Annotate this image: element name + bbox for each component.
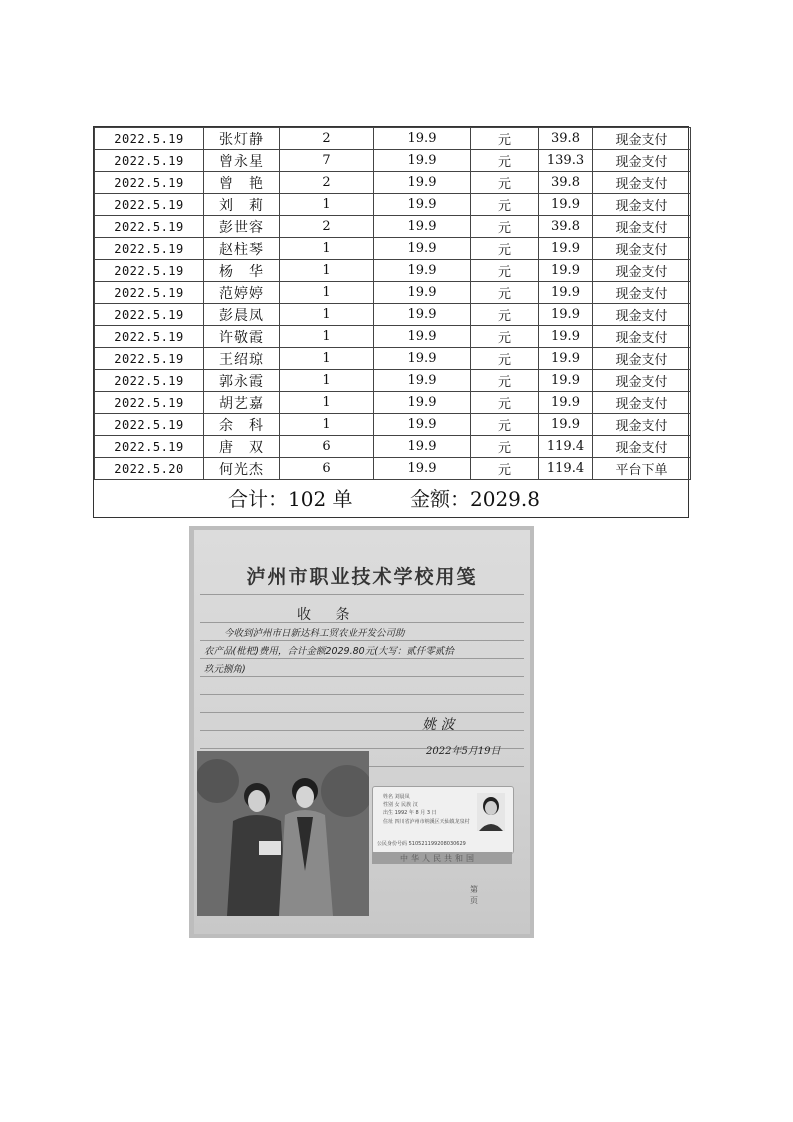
cell-unit: 元 [471,458,539,480]
cell-payment: 现金支付 [593,282,691,304]
cell-name: 曾永星 [204,150,280,172]
id-portrait-icon [477,793,505,831]
cell-name: 许敬霞 [204,326,280,348]
cell-unit: 元 [471,128,539,150]
photo-two-women [197,751,369,916]
cell-name: 唐 双 [204,436,280,458]
cell-payment: 现金支付 [593,238,691,260]
cell-unit: 元 [471,392,539,414]
cell-price: 19.9 [374,370,471,392]
cell-price: 19.9 [374,458,471,480]
cell-name: 刘 莉 [204,194,280,216]
table-row [95,370,691,392]
cell-qty: 1 [280,194,374,216]
cell-payment: 现金支付 [593,326,691,348]
receipt-photocopy [189,526,534,938]
cell-amount: 19.9 [539,282,593,304]
table-row [95,172,691,194]
id-card-sex: 性别 女 民族 汉 [383,802,418,808]
cell-amount: 19.9 [539,326,593,348]
cell-unit: 元 [471,304,539,326]
cell-qty: 1 [280,414,374,436]
cell-payment: 平台下单 [593,458,691,480]
cell-qty: 7 [280,150,374,172]
cell-price: 19.9 [374,216,471,238]
cell-unit: 元 [471,216,539,238]
cell-payment: 现金支付 [593,172,691,194]
table-row [95,238,691,260]
cell-payment: 现金支付 [593,304,691,326]
receipt-signature: 姚 波 [422,717,455,733]
cell-price: 19.9 [374,414,471,436]
cell-name: 曾 艳 [204,172,280,194]
sales-ledger-table [93,126,689,518]
cell-unit: 元 [471,260,539,282]
cell-unit: 元 [471,150,539,172]
cell-payment: 现金支付 [593,392,691,414]
table-row [95,194,691,216]
table-row [95,260,691,282]
receipt-title: 收 条 [297,607,360,623]
cell-date: 2022.5.19 [95,370,204,392]
cell-unit: 元 [471,172,539,194]
cell-price: 19.9 [374,128,471,150]
cell-amount: 19.9 [539,194,593,216]
id-card-band-text: 中华人民共和国 [400,854,477,863]
cell-price: 19.9 [374,172,471,194]
cell-name: 胡艺嘉 [204,392,280,414]
cell-date: 2022.5.19 [95,216,204,238]
cell-unit: 元 [471,194,539,216]
id-card-number: 公民身份号码 510521199208030629 [377,841,466,847]
cell-date: 2022.5.19 [95,326,204,348]
cell-qty: 1 [280,370,374,392]
cell-price: 19.9 [374,304,471,326]
table-row [95,348,691,370]
cell-unit: 元 [471,326,539,348]
total-orders: 合计：102 单 [228,487,353,511]
table-row [95,128,691,150]
cell-payment: 现金支付 [593,128,691,150]
receipt-body-line-2: 农产品(枇杷)费用，合计金额2029.80元(大写：贰仟零贰拾 [204,646,454,657]
table-row [95,216,691,238]
cell-unit: 元 [471,436,539,458]
cell-qty: 2 [280,128,374,150]
cell-price: 19.9 [374,194,471,216]
table-row [95,304,691,326]
cell-date: 2022.5.19 [95,436,204,458]
cell-unit: 元 [471,282,539,304]
cell-amount: 19.9 [539,348,593,370]
cell-date: 2022.5.19 [95,260,204,282]
receipt-body-line-3: 玖元捌角) [204,664,246,675]
cell-qty: 2 [280,172,374,194]
cell-amount: 39.8 [539,172,593,194]
id-card-name: 姓名 刘晨凤 [383,794,410,800]
cell-payment: 现金支付 [593,348,691,370]
cell-qty: 1 [280,238,374,260]
id-card-birth: 出生 1992 年 8 月 3 日 [383,810,437,816]
cell-date: 2022.5.19 [95,414,204,436]
cell-name: 彭世容 [204,216,280,238]
table-row [95,282,691,304]
cell-unit: 元 [471,370,539,392]
cell-qty: 1 [280,260,374,282]
cell-price: 19.9 [374,392,471,414]
cell-price: 19.9 [374,282,471,304]
cell-amount: 19.9 [539,304,593,326]
cell-amount: 139.3 [539,150,593,172]
table-row [95,414,691,436]
cell-amount: 19.9 [539,260,593,282]
cell-amount: 119.4 [539,436,593,458]
cell-amount: 39.8 [539,128,593,150]
cell-amount: 19.9 [539,414,593,436]
cell-name: 何光杰 [204,458,280,480]
cell-date: 2022.5.19 [95,128,204,150]
cell-name: 彭晨凤 [204,304,280,326]
cell-price: 19.9 [374,150,471,172]
table-row [95,392,691,414]
page-mark: 第 页 [470,885,492,905]
cell-amount: 19.9 [539,238,593,260]
cell-payment: 现金支付 [593,150,691,172]
cell-date: 2022.5.19 [95,194,204,216]
cell-date: 2022.5.19 [95,304,204,326]
receipt-body-line-1: 今收到泸州市日新达科工贸农业开发公司助 [224,628,405,639]
cell-qty: 1 [280,348,374,370]
id-card-copy [372,786,514,854]
cell-date: 2022.5.19 [95,282,204,304]
cell-price: 19.9 [374,348,471,370]
cell-qty: 6 [280,436,374,458]
table-row [95,436,691,458]
cell-date: 2022.5.19 [95,348,204,370]
table-row [95,326,691,348]
cell-unit: 元 [471,414,539,436]
cell-name: 王绍琼 [204,348,280,370]
cell-name: 张灯静 [204,128,280,150]
letterhead-paper [194,530,530,934]
cell-payment: 现金支付 [593,370,691,392]
cell-payment: 现金支付 [593,216,691,238]
cell-name: 赵柱琴 [204,238,280,260]
cell-amount: 19.9 [539,392,593,414]
cell-price: 19.9 [374,238,471,260]
cell-qty: 2 [280,216,374,238]
cell-price: 19.9 [374,326,471,348]
cell-date: 2022.5.19 [95,150,204,172]
cell-payment: 现金支付 [593,436,691,458]
cell-price: 19.9 [374,436,471,458]
cell-unit: 元 [471,238,539,260]
cell-amount: 119.4 [539,458,593,480]
cell-date: 2022.5.19 [95,392,204,414]
cell-amount: 39.8 [539,216,593,238]
cell-name: 杨 华 [204,260,280,282]
total-amount: 金额：2029.8 [410,487,540,511]
cell-name: 余 科 [204,414,280,436]
cell-payment: 现金支付 [593,260,691,282]
table-row [95,150,691,172]
cell-amount: 19.9 [539,370,593,392]
cell-name: 郭永霞 [204,370,280,392]
cell-date: 2022.5.19 [95,238,204,260]
cell-qty: 1 [280,282,374,304]
cell-qty: 1 [280,326,374,348]
cell-payment: 现金支付 [593,194,691,216]
id-card-address: 住址 四川省泸州市纳溪区天仙镇龙泉村 [383,819,470,825]
receipt-date: 2022年5月19日 [426,746,501,757]
cell-price: 19.9 [374,260,471,282]
cell-date: 2022.5.19 [95,172,204,194]
cell-date: 2022.5.20 [95,458,204,480]
ledger-totals [94,475,688,517]
ledger-grid [94,127,691,480]
cell-payment: 现金支付 [593,414,691,436]
cell-name: 范婷婷 [204,282,280,304]
id-card-band [372,852,512,864]
cell-unit: 元 [471,348,539,370]
cell-qty: 6 [280,458,374,480]
cell-qty: 1 [280,392,374,414]
cell-qty: 1 [280,304,374,326]
school-letterhead: 泸州市职业技术学校用笺 [246,566,478,588]
